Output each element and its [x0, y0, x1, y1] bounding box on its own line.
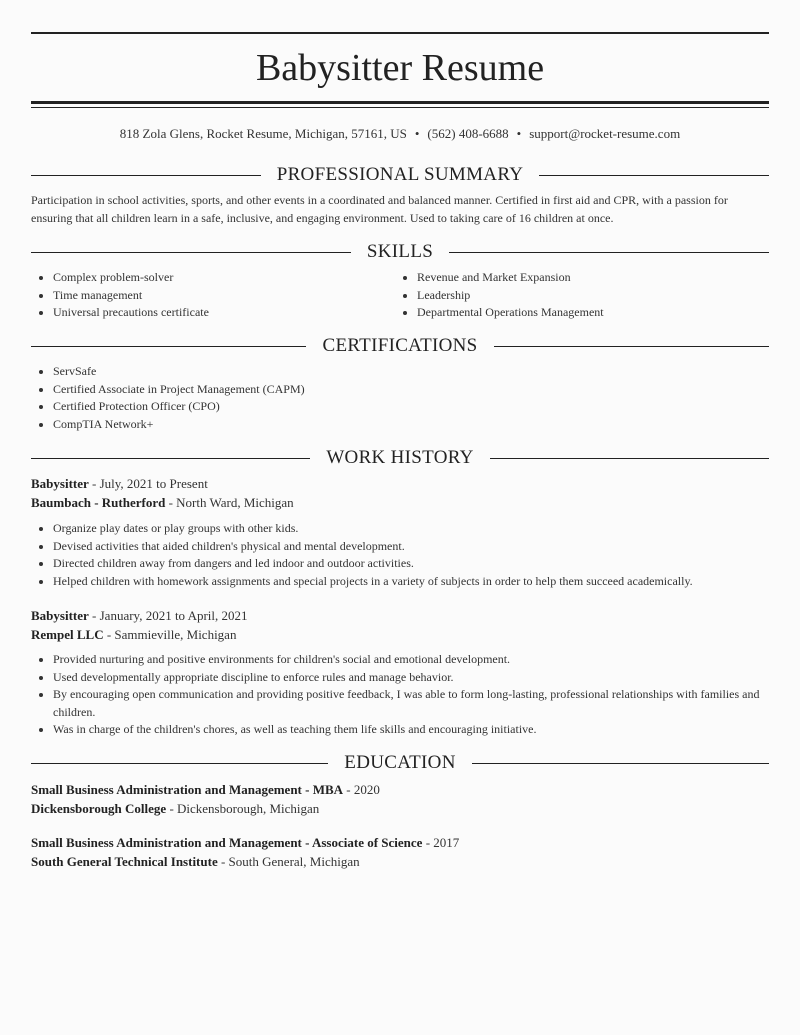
- education-school: South General Technical Institute: [31, 854, 218, 869]
- education-degree: Small Business Administration and Management - Associate of Science: [31, 835, 423, 850]
- section-header-certifications: [31, 334, 769, 358]
- section-rule: [472, 763, 769, 764]
- education-school-line: [31, 852, 769, 871]
- job-company: Rempel LLC: [31, 627, 104, 642]
- job-company-line: [31, 493, 769, 512]
- job-location: - North Ward, Michigan: [165, 495, 294, 510]
- job-location: - Sammieville, Michigan: [103, 627, 237, 642]
- section-title: SKILLS: [366, 241, 434, 262]
- education-location: - Dickensborough, Michigan: [166, 801, 320, 816]
- section-title: EDUCATION: [344, 752, 456, 773]
- education-school: Dickensborough College: [31, 801, 167, 816]
- section-rule: [539, 175, 769, 176]
- job-title: Babysitter: [31, 608, 89, 623]
- title-rule-thin: [31, 107, 769, 108]
- education-location: - South General, Michigan: [217, 854, 360, 869]
- education-year: - 2017: [422, 835, 460, 850]
- contact-email: support@rocket-resume.com: [529, 126, 681, 141]
- section-rule: [494, 346, 769, 347]
- list-item: • Provided nurturing and positive environments for children's social and emotional development.: [53, 651, 783, 669]
- list-item: • Leadership: [417, 287, 787, 305]
- list-item: • CompTIA Network+: [53, 416, 753, 434]
- education-school-line: [31, 799, 769, 818]
- list-item: • Universal precautions certificate: [53, 304, 393, 322]
- education-degree-line: [31, 833, 769, 852]
- section-rule: [31, 175, 261, 176]
- title-rule-thick: [31, 101, 769, 104]
- section-rule: [449, 252, 769, 253]
- job-title: Babysitter: [31, 476, 89, 491]
- education-year: - 2020: [343, 782, 380, 797]
- job-title-line: [31, 474, 769, 493]
- section-header-work: [31, 446, 769, 470]
- job-bullets: [31, 651, 783, 739]
- section-title: WORK HISTORY: [326, 447, 474, 468]
- certifications-list: [31, 363, 753, 433]
- contact-address: 818 Zola Glens, Rocket Resume, Michigan, 57161, US: [119, 126, 407, 141]
- section-rule: [31, 252, 351, 253]
- section-rule: [490, 458, 769, 459]
- job-company: Baumbach - Rutherford: [31, 495, 166, 510]
- job-title-line: [31, 606, 769, 625]
- contact-separator: •: [516, 126, 522, 141]
- education-degree-line: [31, 780, 769, 799]
- section-header-summary: [31, 163, 769, 187]
- job-dates: - July, 2021 to Present: [88, 476, 208, 491]
- list-item: • Certified Associate in Project Management (CAPM): [53, 381, 753, 399]
- section-header-skills: [31, 240, 769, 264]
- list-item: • Helped children with homework assignments and special projects in a variety of subjects in order to help them succeed academically.: [53, 573, 783, 591]
- list-item: • Organize play dates or play groups with other kids.: [53, 520, 783, 538]
- job-bullets: [31, 520, 783, 590]
- contact-separator: •: [414, 126, 420, 141]
- list-item: • Was in charge of the children's chores, as well as teaching them life skills and encouraging initiative.: [53, 721, 783, 739]
- page-title: Babysitter Resume: [255, 47, 545, 89]
- list-item: • Departmental Operations Management: [417, 304, 787, 322]
- list-item: • Used developmentally appropriate discipline to enforce rules and manage behavior.: [53, 669, 783, 687]
- job-company-line: [31, 625, 769, 644]
- list-item: • Revenue and Market Expansion: [417, 269, 787, 287]
- contact-line: [0, 125, 800, 143]
- contact-phone: (562) 408-6688: [427, 126, 509, 141]
- list-item: • Time management: [53, 287, 393, 305]
- section-rule: [31, 458, 310, 459]
- job-dates: - January, 2021 to April, 2021: [88, 608, 248, 623]
- section-rule: [31, 346, 306, 347]
- list-item: • By encouraging open communication and providing positive feedback, I was able to form long-lasting, professional relationships with families and children.: [53, 686, 783, 721]
- section-title: CERTIFICATIONS: [322, 335, 478, 356]
- list-item: • Certified Protection Officer (CPO): [53, 398, 753, 416]
- education-degree: Small Business Administration and Management - MBA: [31, 782, 344, 797]
- skills-list-right: [395, 269, 787, 322]
- skills-list-left: [31, 269, 393, 322]
- list-item: • Complex problem-solver: [53, 269, 393, 287]
- top-rule: [31, 32, 769, 34]
- section-title: PROFESSIONAL SUMMARY: [276, 164, 524, 185]
- section-rule: [31, 763, 328, 764]
- section-header-education: [31, 751, 769, 775]
- list-item: • Directed children away from dangers and led indoor and outdoor activities.: [53, 555, 783, 573]
- summary-text: Participation in school activities, sports, and other events in a coordinated and balanced manner. Certified in first aid and CPR, with a passion for ensuring that all children learn in a safe, inclusive, and engaging environment. Used to taking care of 16 children at once.: [31, 193, 728, 225]
- list-item: • Devised activities that aided children's physical and mental development.: [53, 538, 783, 556]
- list-item: • ServSafe: [53, 363, 753, 381]
